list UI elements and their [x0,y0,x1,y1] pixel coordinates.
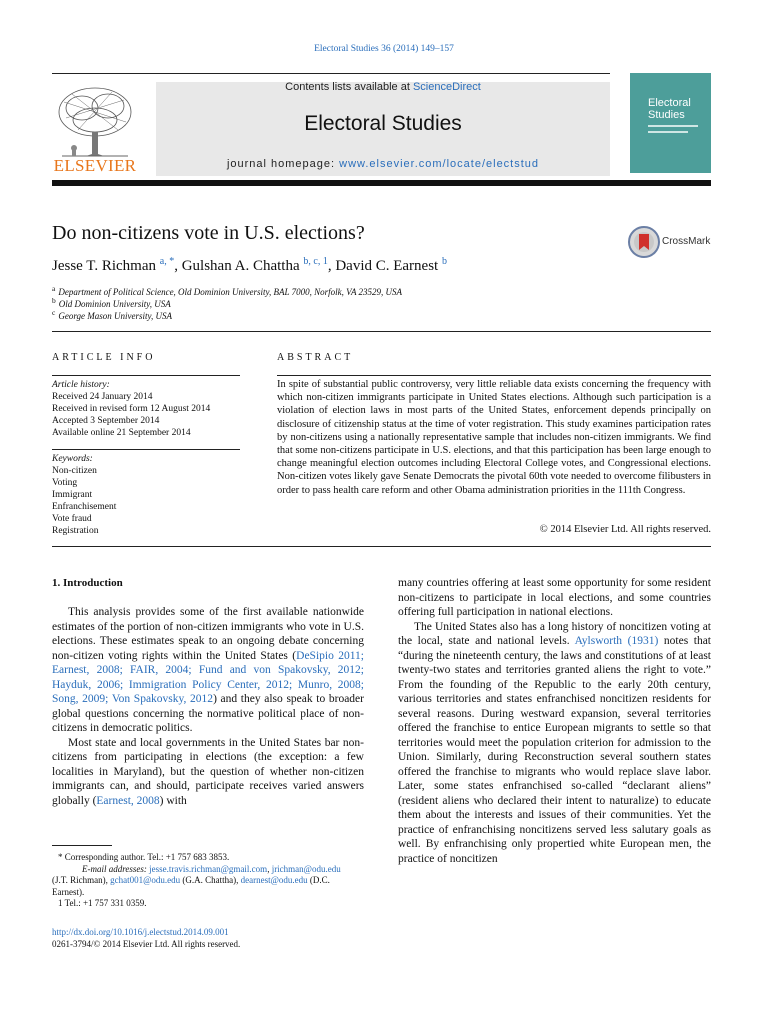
keyword: Voting [52,478,78,488]
info-rule [52,375,240,376]
sciencedirect-link[interactable]: ScienceDirect [412,81,481,93]
journal-cover-image[interactable] [630,73,711,173]
citation-link[interactable]: Earnest, 2008 [96,794,160,807]
email-link[interactable]: gchat001@odu.edu [110,875,181,885]
doi-link[interactable]: http://dx.doi.org/10.1016/j.electstud.2014.09.001 [52,927,229,937]
abstract-rule [277,375,711,376]
affiliation: $^c$ George Mason University, USA [52,308,172,321]
header-rule [52,73,610,74]
citation-link[interactable]: Aylsworth (1931) [574,635,659,647]
crossmark-badge[interactable] [628,226,712,258]
crossmark-icon [628,226,660,258]
section-rule [52,546,711,547]
paragraph: Most state and local governments in the United States bar non-citizens from participating in elections (the exception: a few localities in Maryland), but the question of whether non-citizen immigrants can, and should, participate receives varied answers globally (Earnest, 2008) with [52,736,364,807]
homepage-prefix: journal homepage: [226,158,340,170]
author-name[interactable]: Gulshan A. Chattha [181,258,300,274]
footnote-rule [52,845,112,846]
author-marks[interactable]: b [441,256,447,267]
keyword: Non-citizen [52,466,97,476]
issn-line: 0261-3794/© 2014 Elsevier Ltd. All rights reserved. [52,938,241,949]
footnotes [52,852,364,910]
history-item: Available online 21 September 2014 [52,428,191,438]
history-item: Received in revised form 12 August 2014 [52,404,211,414]
paragraph: many countries offering at least some opportunity for some resident non-citizens to participate in local elections, and some countries offering full participation in national elections. [398,577,711,618]
affiliation: $^a$ Department of Political Science, Old Dominion University, BAL 7000, Norfolk, VA 23529, USA [52,284,403,297]
page-footer [52,927,452,950]
cover-line [648,131,688,133]
author-name[interactable]: Jesse T. Richman [52,258,157,274]
author-separator: , [174,258,182,274]
affiliation: $^b$ Old Dominion University, USA [52,296,171,309]
history-item: Accepted 3 September 2014 [52,416,160,426]
right-column [398,576,711,866]
keyword: Enfranchisement [52,502,117,512]
article-title: Do non-citizens vote in U.S. elections? [52,222,365,244]
left-column [52,605,364,808]
abstract-text: In spite of substantial public controversy, very little reliable data exists concerning the frequency with which non-citizen immigrants participate in United States elections. Although such participation is a violation of election laws in most parts of the United States, enforcement depends principally on disclosure of citizenship status at the time of voter registration. This study examines participation rates by non-citizens using a nationally representative sample that includes non-citizen immigrants. We find that some non-citizens participate in U.S. elections, and that this participation has been large enough to change meaningful election outcomes including Electoral College votes, and Congressional elections. Non-citizen votes likely gave Senate Democrats the pivotal 60th vote needed to overcome filibusters in order to pass health care reform and other Obama administration priorities in the 111th Congress. [277,379,711,496]
abstract-heading: ABSTRACT [277,352,354,363]
info-rule [52,449,240,450]
footnote-corresponding: * Corresponding author. Tel.: +1 757 683 3853. [58,852,230,862]
article-info-heading: ARTICLE INFO [52,352,156,363]
keyword: Registration [52,526,99,536]
email-link[interactable]: dearnest@odu.edu [240,875,308,885]
contents-available-line [156,81,610,93]
header-thick-rule [52,180,711,186]
introduction-heading: 1. Introduction [52,577,123,589]
crossmark-label: CrossMark [662,236,711,247]
contents-prefix: Contents lists available at [285,81,413,93]
cover-line [648,125,698,127]
author-list [52,256,447,275]
email-link[interactable]: jrichman@odu.edu [271,863,341,874]
author-name[interactable]: David C. Earnest [335,258,439,274]
citation-link[interactable]: DeSipio 2011; Earnest, 2008; FAIR, 2004; Fund and von Spakovsky, 2012; Hayduk, 2006; Immigration Policy Center, 2012; Munro, 2008; Song, 2009; Von Spakovsky, 2012 [52,649,365,705]
keyword: Immigrant [52,490,93,500]
history-item: Received 24 January 2014 [52,392,153,402]
abstract-copyright: © 2014 Elsevier Ltd. All rights reserved. [539,524,711,535]
journal-reference[interactable]: Electoral Studies 36 (2014) 149–157 [314,44,454,54]
keyword: Vote fraud [52,514,92,524]
section-rule [52,331,711,332]
homepage-link[interactable]: www.elsevier.com/locate/electstud [339,158,540,170]
paragraph: The United States also has a long history of noncitizen voting at the local, state and national levels. Aylsworth (1931) notes that “during the nineteenth century, the laws and constitutions of at least twenty-two states and territories granted aliens the right to vote.” From the founding of the Republic to the early 20th century, various territories and states enfranchised noncitizen residents for several reasons. During westward expansion, several territories offered the franchise to entice European migrants to settle so that territories would meet the population criterion for admission to the Union. Similarly, during Reconstruction several southern states offered the franchise to migrants who would replace slave labor. Later, some states enfranchised so-called “declarant aliens” (resident aliens who declared their intent to naturalize) to educate them about the interests and issues of their communities. Yet the practice of enfranchising noncitizens served less salutary goals as well. By enfranchising only propertied white European men, the practice of noncitizen [398,620,711,865]
paragraph: This analysis provides some of the first available nationwide estimates of the portion of non-citizen immigrants who vote in U.S. elections. These estimates speak to an ongoing debate concerning non-citizen voting rights within the United States (DeSipio 2011; Earnest, 2008; FAIR, 2004; Fund and von Spakovsky, 2012; Hayduk, 2006; Immigration Policy Center, 2012; Munro, 2008; Song, 2009; Von Spakovsky, 2012) and they also speak to broader global questions concerning the normative political place of non-citizens in democratic politics. [52,606,365,734]
footnote-tel: 1 Tel.: +1 757 331 0359. [58,898,147,908]
footnote-emails: E-mail addresses: jesse.travis.richman@gmail.com, jrichman@odu.edu [82,863,341,874]
email-link[interactable]: jesse.travis.richman@gmail.com [149,863,268,874]
author-separator: , [327,258,336,274]
homepage-line [156,158,610,170]
keywords: Keywords: Non-citizen Voting Immigrant Enfranchisement Vote fraud Registration [52,453,242,537]
article-history: Article history: Received 24 January 2014 Received in revised form 12 August 2014 Accepted 3 September 2014 Available online 21 September 2014 [52,379,242,439]
author-marks[interactable]: b, c, 1 [303,256,328,267]
journal-title: Electoral Studies [304,112,462,135]
publisher-name: ELSEVIER [53,156,137,175]
author-marks[interactable]: a, * [159,256,175,267]
cover-title: Electoral Studies [648,97,691,121]
footnote-emails-cont: (J.T. Richman), gchat001@odu.edu (G.A. Chattha), dearnest@odu.edu (D.C. Earnest). [52,875,330,897]
